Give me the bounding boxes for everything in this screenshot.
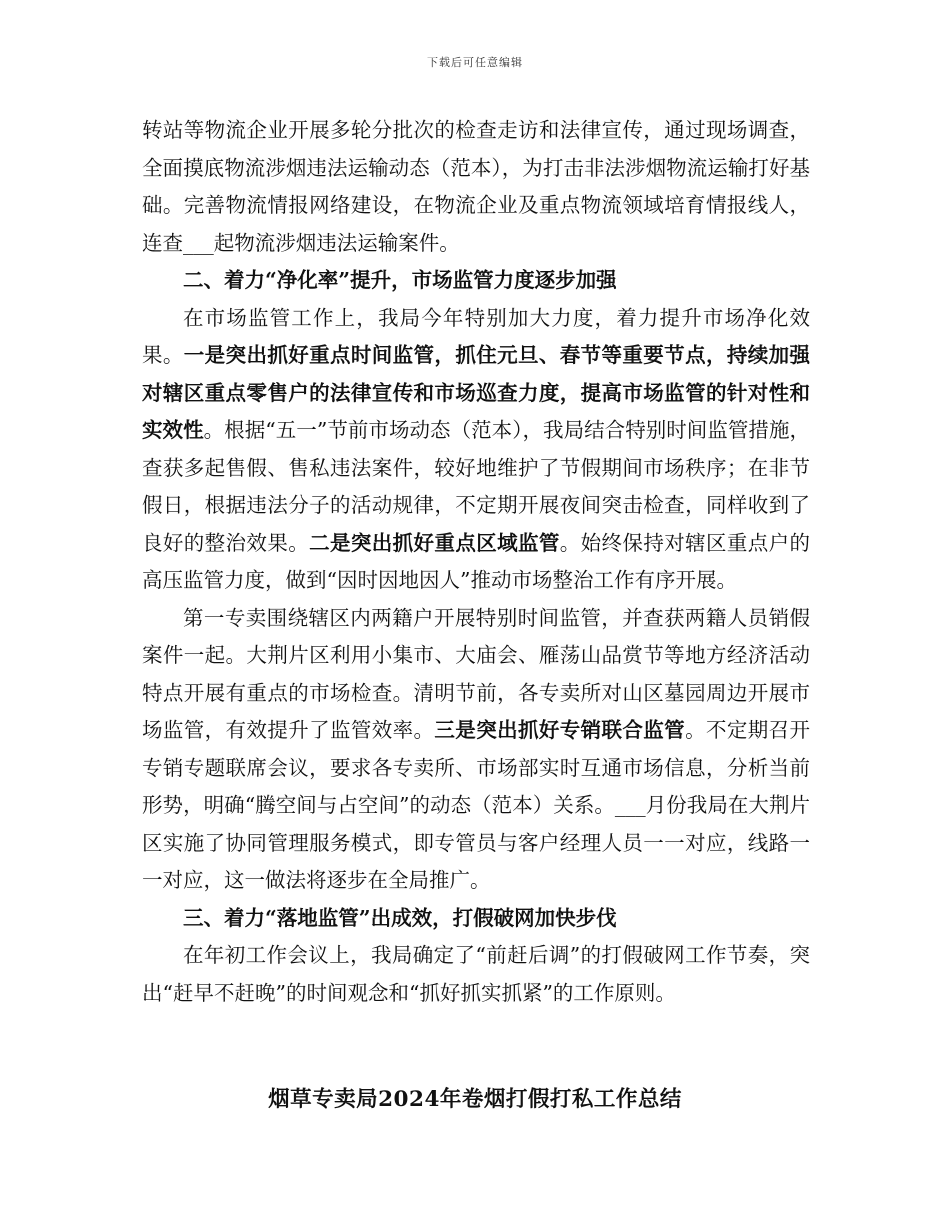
paragraph-market-supervision (142, 300, 810, 600)
section-heading-3: 三、着力“落地监管”出成效，打假破网加快步伐 (183, 905, 617, 930)
paragraph-text: 。不定期召开专销专题联席会议，要求各专卖所、市场部实时互通市场信息，分析当前形势，明确“腾空间与占空间”的动态（范本）关系。___月份我局在大荆片区实施了协同管理服务模式，即专管员与客户经理人员一一对应，线路一一对应，这一做法将逐步在全局推广。 (142, 718, 811, 892)
paragraph-special-supervision (142, 600, 810, 900)
document-body (142, 112, 810, 1012)
paragraph-text: 在市场监管工作上，我局今年特别加大力度，着力提升市场净化效果。 (142, 305, 810, 367)
paragraph-logistics: 转站等物流企业开展多轮分批次的检查走访和法律宣传，通过现场调查，全面摸底物流涉烟违法运输动态（范本），为打击非法涉烟物流运输打好基础。完善物流情报网络建设，在物流企业及重点物流领域培育情报线人，连查___起物流涉烟违法运输案件。 (142, 118, 810, 255)
paragraph-anti-counterfeit: 在年初工作会议上，我局确定了“前赶后调”的打假破网工作节奏，突出“赶早不赶晚”的时间观念和“抓好抓实抓紧”的工作原则。 (142, 943, 810, 1005)
paragraph-text: 。根据“五一”节前市场动态（范本），我局结合特别时间监管措施，查获多起售假、售私违法案件，较好地维护了节假期间市场秩序；在非节假日，根据违法分子的活动规律，不定期开展夜间突击检查，同样收到了良好的整治效果。 (142, 418, 810, 555)
bold-point-2: 二是突出抓好重点区域监管 (309, 530, 560, 555)
document-title: 烟草专卖局2024年卷烟打假打私工作总结 (268, 1087, 682, 1112)
bold-point-1: 一是突出抓好重点时间监管，抓住元旦、春节等重要节点，持续加强对辖区重点零售户的法律宣传和市场巡查力度，提高市场监管的针对性和实效性 (142, 343, 811, 442)
paragraph-text: 。始终保持对辖区重点户的高压监管力度，做到“因时因地因人”推动市场整治工作有序开展。 (142, 530, 811, 592)
paragraph-text: 第一专卖围绕辖区内两籍户开展特别时间监管，并查获两籍人员销假案件一起。大荆片区利用小集市、大庙会、雁荡山品赏节等地方经济活动特点开展有重点的市场检查。清明节前，各专卖所对山区墓园周边开展市场监管，有效提升了监管效率。 (142, 605, 810, 742)
section-heading-2: 二、着力“净化率”提升，市场监管力度逐步加强 (183, 268, 617, 292)
page-header: 下载后可任意编辑 (427, 56, 523, 69)
bold-point-3: 三是突出抓好专销联合监管 (434, 718, 686, 742)
